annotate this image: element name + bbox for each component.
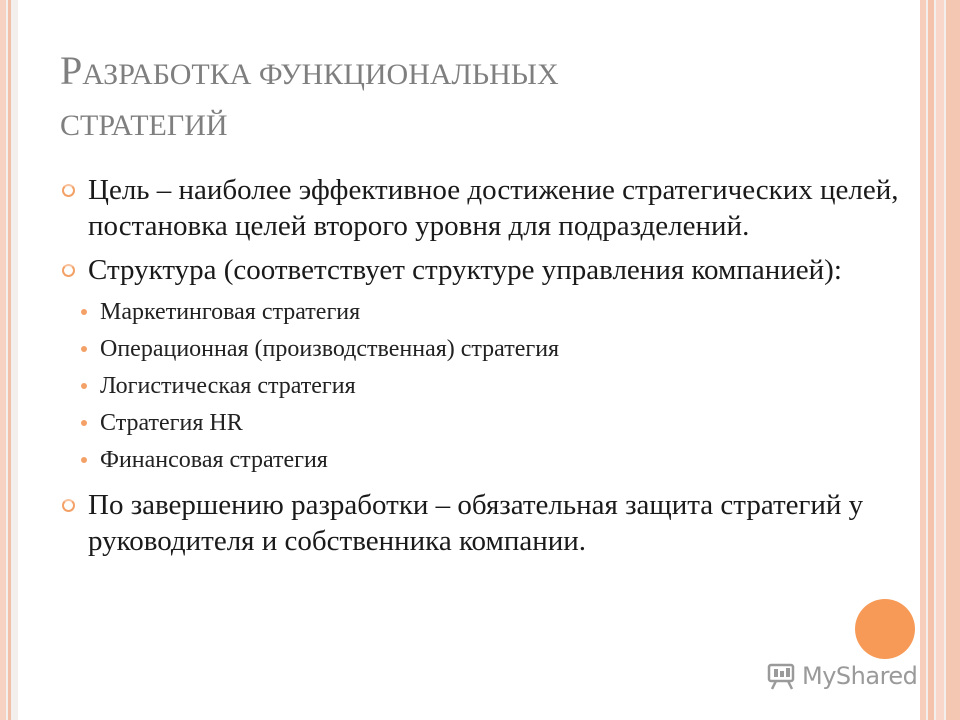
bullet-structure (62, 252, 902, 288)
bullet-completion (62, 487, 902, 559)
subitem-marketing (62, 296, 902, 333)
title-line-1-rest: АЗРАБОТКА ФУНКЦИОНАЛЬНЫХ (82, 58, 559, 91)
bullet-dot-icon (81, 346, 87, 352)
decor-stripe-left-inner (8, 0, 11, 720)
decor-orange-circle (855, 599, 915, 659)
subitem-text: Логистическая стратегия (100, 373, 356, 399)
myshared-logo-icon (766, 661, 798, 691)
bullet-dot-icon (81, 457, 87, 463)
title-line-1 (60, 48, 880, 103)
bullet-dot-icon (81, 383, 87, 389)
subitem-hr (62, 407, 902, 444)
bullet-ring-icon (62, 499, 75, 512)
subitem-operations (62, 333, 902, 370)
bullet-goal-text: Цель – наиболее эффективное достижение стратегических целей, постановка целей второго уровня для подразделений. (88, 174, 899, 242)
slide-content (62, 172, 902, 567)
structure-subitems (62, 296, 902, 481)
decor-stripe-right-1 (920, 0, 926, 720)
subitem-text: Операционная (производственная) стратегия (100, 336, 560, 362)
decor-stripe-right-4 (946, 0, 960, 720)
bullet-completion-text: По завершению разработки – обязательная защита стратегий у руководителя и собственника компании. (88, 489, 864, 557)
subitem-text: Маркетинговая стратегия (100, 299, 361, 325)
bullet-dot-icon (81, 309, 87, 315)
subitem-logistics (62, 370, 902, 407)
bullet-ring-icon (62, 184, 75, 197)
watermark-text: MyShared (802, 662, 918, 690)
decor-stripe-left (0, 0, 6, 720)
title-line-2: СТРАТЕГИЙ (60, 109, 228, 142)
subitem-finance (62, 444, 902, 481)
bullet-structure-text: Структура (соответствует структуре управления компанией): (88, 254, 842, 286)
watermark[interactable] (766, 656, 926, 696)
slide-title (60, 48, 880, 149)
subitem-text: Стратегия HR (100, 410, 243, 436)
subitem-text: Финансовая стратегия (100, 447, 328, 473)
decor-stripe-right-2 (928, 0, 934, 720)
bullet-ring-icon (62, 264, 75, 277)
title-initial: Р (60, 48, 83, 93)
decor-stripe-right-3 (936, 0, 944, 720)
bullet-dot-icon (81, 420, 87, 426)
bullet-goal (62, 172, 902, 244)
